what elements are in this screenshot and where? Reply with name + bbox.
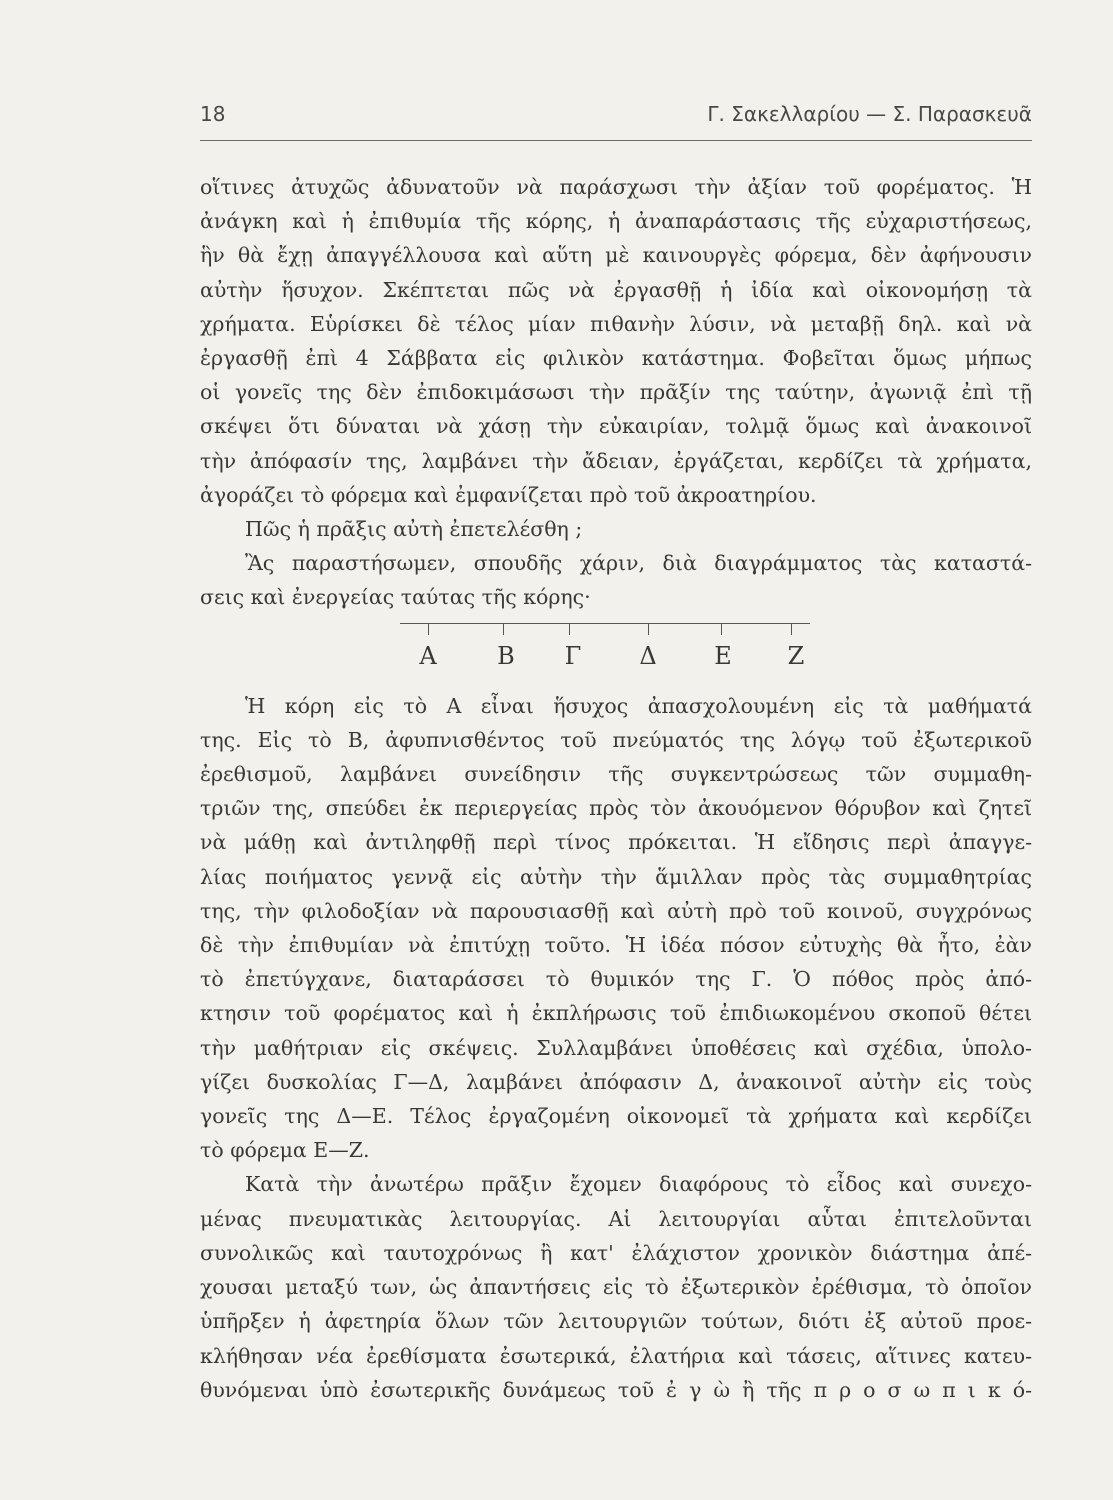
text-line: λίας ποιήματος γεννᾷ εἰς αὐτὴν τὴν ἅμιλλαν πρὸς τὰς συμμαθητρίας bbox=[200, 864, 1032, 889]
page-number: 18 bbox=[200, 102, 226, 126]
header-rule bbox=[200, 140, 1032, 141]
text-line: τὴν μαθήτριαν εἰς σκέψεις. Συλλαμβάνει ὑποθέσεις καὶ σχέδια, ὑπολο- bbox=[200, 1035, 1032, 1060]
text-line: μένας πνευματικὰς λειτουργίας. Αἱ λειτουργίαι αὗται ἐπιτελοῦνται bbox=[200, 1206, 1032, 1231]
body-text bbox=[200, 170, 1032, 1407]
diagram-tick bbox=[721, 623, 722, 635]
text-line: τὸ φόρεμα Ε—Ζ. bbox=[200, 1138, 370, 1163]
text-line: χρήματα. Εὑρίσκει δὲ τέλος μίαν πιθανὴν λύσιν, νὰ μεταβῇ δηλ. καὶ νὰ bbox=[200, 311, 1032, 336]
text-line: ἀγοράζει τὸ φόρεμα καὶ ἐμφανίζεται πρὸ τοῦ ἀκροατηρίου. bbox=[200, 482, 817, 507]
text-line: χουσαι μεταξύ των, ὡς ἀπαντήσεις εἰς τὸ ἐξωτερικὸν ἐρέθισμα, τὸ ὁποῖον bbox=[200, 1275, 1032, 1300]
text-line: τριῶν της, σπεύδει ἐκ περιεργείας πρὸς τὸν ἀκουόμενον θόρυβον καὶ ζητεῖ bbox=[200, 796, 1032, 821]
paragraph-4 bbox=[200, 689, 1032, 1168]
diagram-label: Α bbox=[419, 641, 437, 670]
text-line: κτησιν τοῦ φορέματος καὶ ἡ ἐκπλήρωσις τοῦ ἐπιδιωκομένου σκοποῦ θέτει bbox=[200, 1001, 1032, 1026]
text-line: Κατὰ τὴν ἀνωτέρω πρᾶξιν ἔχομεν διαφόρους τὸ εἶδος καὶ συνεχο- bbox=[245, 1172, 1032, 1197]
running-title: Γ. Σακελλαρίου — Σ. Παρασκευᾶ bbox=[707, 102, 1032, 126]
paragraph-3 bbox=[200, 546, 1032, 614]
paragraph-5 bbox=[200, 1167, 1032, 1406]
paragraph-1 bbox=[200, 170, 1032, 512]
diagram-label: Ε bbox=[714, 641, 732, 670]
diagram-tick bbox=[569, 623, 570, 635]
text-line: τὸ ἐπετύγχανε, διαταράσσει τὸ θυμικόν της Γ. Ὁ πόθος πρὸς ἀπό- bbox=[200, 967, 1032, 992]
text-line: συνολικῶς καὶ ταυτοχρόνως ἢ κατ' ἐλάχιστον χρονικὸν διάστημα ἀπέ- bbox=[200, 1240, 1032, 1265]
text-line: κλήθησαν νέα ἐρεθίσματα ἐσωτερικά, ἐλατήρια καὶ τάσεις, αἵτινες κατευ- bbox=[200, 1343, 1032, 1368]
diagram-label: Δ bbox=[639, 641, 657, 670]
text-line: σεις καὶ ἐνεργείας ταύτας τῆς κόρης· bbox=[200, 585, 591, 610]
diagram-line bbox=[400, 623, 810, 624]
text-line: δὲ τὴν ἐπιθυμίαν νὰ ἐπιτύχῃ τοῦτο. Ἡ ἰδέα πόσον εὐτυχὴς θὰ ἦτο, ἐὰν bbox=[200, 933, 1032, 958]
diagram-label: Γ bbox=[564, 641, 582, 670]
text-line: γίζει δυσκολίας Γ—Δ, λαμβάνει ἀπόφασιν Δ, ἀνακοινοῖ αὐτὴν εἰς τοὺς bbox=[200, 1069, 1032, 1094]
text-line: Πῶς ἡ πρᾶξις αὐτὴ ἐπετελέσθη ; bbox=[245, 517, 583, 542]
text-line: Ἡ κόρη εἰς τὸ Α εἶναι ἥσυχος ἀπασχολουμένη εἰς τὰ μαθήματά bbox=[245, 693, 1032, 718]
diagram-label: Ζ bbox=[787, 641, 805, 670]
text-line: οἵτινες ἀτυχῶς ἀδυνατοῦν νὰ παράσχωσι τὴν ἀξίαν τοῦ φορέματος. Ἡ bbox=[200, 175, 1032, 199]
text-line: Ἂς παραστήσωμεν, σπουδῆς χάριν, διὰ διαγράμματος τὰς καταστά- bbox=[245, 551, 1032, 576]
text-line: νὰ μάθῃ καὶ ἀντιληφθῇ περὶ τίνος πρόκειται. Ἡ εἴδησις περὶ ἀπαγγε- bbox=[200, 830, 1032, 855]
text-line: αὐτὴν ἥσυχον. Σκέπτεται πῶς νὰ ἐργασθῇ ἡ ἰδία καὶ οἰκονομήσῃ τὰ bbox=[200, 277, 1032, 302]
text-line: της, τὴν φιλοδοξίαν νὰ παρουσιασθῇ καὶ αὐτὴ πρὸ τοῦ κοινοῦ, συγχρόνως bbox=[200, 898, 1032, 923]
text-line: γονεῖς της Δ—Ε. Τέλος ἐργαζομένη οἰκονομεῖ τὰ χρήματα καὶ κερδίζει bbox=[200, 1104, 1032, 1129]
text-line: οἱ γονεῖς της δὲν ἐπιδοκιμάσωσι τὴν πρᾶξίν της ταύτην, ἀγωνιᾷ ἐπὶ τῇ bbox=[200, 380, 1032, 405]
text-line: σκέψει ὅτι δύναται νὰ χάσῃ τὴν εὐκαιρίαν, τολμᾷ ὅμως καὶ ἀνακοινοῖ bbox=[200, 414, 1032, 439]
text-line: ἀνάγκη καὶ ἡ ἐπιθυμία τῆς κόρης, ἡ ἀναπαράστασις τῆς εὐχαριστήσεως, bbox=[200, 209, 1032, 234]
text-line: τὴν ἀπόφασίν της, λαμβάνει τὴν ἄδειαν, ἐργάζεται, κερδίζει τὰ χρήματα, bbox=[200, 448, 1032, 473]
text-line: ὑπῆρξεν ἡ ἀφετηρία ὅλων τῶν λειτουργιῶν τούτων, διότι ἐξ αὐτοῦ προε- bbox=[200, 1309, 1032, 1334]
paragraph-2 bbox=[200, 512, 1032, 546]
diagram-label: Β bbox=[497, 641, 515, 670]
diagram-tick bbox=[503, 623, 504, 635]
text-line: της. Εἰς τὸ Β, ἀφυπνισθέντος τοῦ πνεύματός της λόγῳ τοῦ ἐξωτερικοῦ bbox=[200, 727, 1032, 752]
text-line: ἐργασθῇ ἐπὶ 4 Σάββατα εἰς φιλικὸν κατάστημα. Φοβεῖται ὅμως μήπως bbox=[200, 346, 1032, 371]
text-line: θυνόμεναι ὑπὸ ἐσωτερικῆς δυνάμεως τοῦ ἐ γ ὼ ἢ τῆς π ρ ο σ ω π ι κ ό- bbox=[200, 1377, 1032, 1402]
text-line: ἣν θὰ ἔχῃ ἀπαγγέλλουσα καὶ αὕτη μὲ καινουργὲς φόρεμα, δὲν ἀφήνουσιν bbox=[200, 243, 1032, 268]
diagram-tick bbox=[428, 623, 429, 635]
text-line: ἐρεθισμοῦ, λαμβάνει συνείδησιν τῆς συγκεντρώσεως τῶν συμμαθη- bbox=[200, 762, 1032, 787]
diagram-tick bbox=[648, 623, 649, 635]
stage-diagram bbox=[200, 615, 1032, 689]
diagram-tick bbox=[791, 623, 792, 635]
